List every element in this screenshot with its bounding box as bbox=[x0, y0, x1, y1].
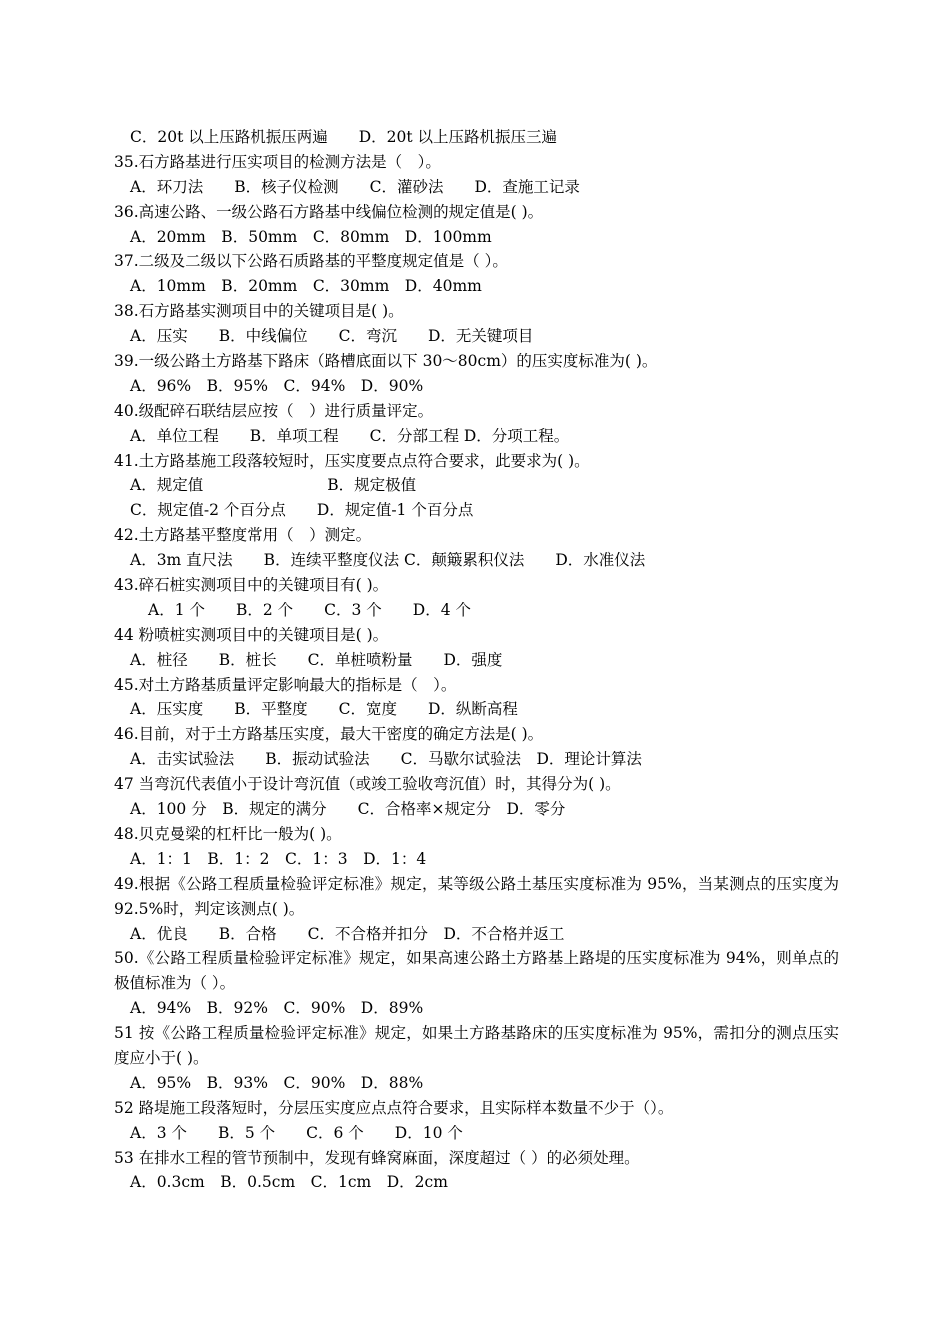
options-line: A．3m 直尺法 B．连续平整度仪法 C．颠簸累积仪法 D．水准仪法 bbox=[130, 551, 646, 570]
options-line: A．10mm B．20mm C．30mm D．40mm bbox=[130, 277, 482, 296]
question-line: 48.贝克曼梁的杠杆比一般为( )。 bbox=[114, 824, 342, 843]
options-line: A．20mm B．50mm C．80mm D．100mm bbox=[130, 227, 492, 246]
question-line: 49.根据《公路工程质量检验评定标准》规定，某等级公路土基压实度标准为 95%，当某测点的压实度为 92.5%时，判定该测点( )。 bbox=[114, 874, 839, 918]
question-line: 53 在排水工程的管节预制中，发现有蜂窝麻面，深度超过（ ）的必须处理。 bbox=[114, 1148, 640, 1167]
question-list bbox=[114, 125, 839, 1195]
options-line: A．压实 B．中线偏位 C．弯沉 D．无关键项目 bbox=[130, 327, 534, 346]
options-line: A．压实度 B．平整度 C．宽度 D．纵断高程 bbox=[130, 700, 518, 719]
options-line: A．95% B．93% C．90% D．88% bbox=[130, 1073, 424, 1092]
question-line: 38.石方路基实测项目中的关键项目是( )。 bbox=[114, 302, 404, 321]
options-line: C．规定值-2 个百分点 D．规定值-1 个百分点 bbox=[130, 501, 474, 520]
question-line: 40.级配碎石联结层应按（ ）进行质量评定。 bbox=[114, 401, 434, 420]
options-line: A．击实试验法 B．振动试验法 C．马歇尔试验法 D．理论计算法 bbox=[130, 750, 642, 769]
question-line: 50.《公路工程质量检验评定标准》规定，如果高速公路土方路基上路堤的压实度标准为 94%，则单点的极值标准为（ ）。 bbox=[114, 949, 839, 993]
options-line: A．96% B．95% C．94% D．90% bbox=[130, 376, 424, 395]
question-line: 46.目前，对于土方路基压实度，最大干密度的确定方法是( )。 bbox=[114, 725, 544, 744]
question-line: 47 当弯沉代表值小于设计弯沉值（或竣工验收弯沉值）时，其得分为( )。 bbox=[114, 775, 621, 794]
question-line: 36.高速公路、一级公路石方路基中线偏位检测的规定值是( )。 bbox=[114, 202, 544, 221]
question-line: 37.二级及二级以下公路石质路基的平整度规定值是（ ）。 bbox=[114, 252, 508, 271]
options-line: A．单位工程 B．单项工程 C．分部工程 D．分项工程。 bbox=[130, 426, 570, 445]
options-line: A．环刀法 B．核子仪检测 C．灌砂法 D．查施工记录 bbox=[130, 177, 580, 196]
question-line: 45.对土方路基质量评定影响最大的指标是（ ）。 bbox=[114, 675, 457, 694]
options-line: A．规定值 B．规定极值 bbox=[130, 476, 417, 495]
options-line: C．20t 以上压路机振压两遍 D．20t 以上压路机振压三遍 bbox=[130, 128, 558, 146]
options-line: A．1：1 B．1：2 C．1：3 D．1：4 bbox=[130, 849, 427, 868]
question-line: 43.碎石桩实测项目中的关键项目有( )。 bbox=[114, 576, 389, 595]
question-line: 35.石方路基进行压实项目的检测方法是（ ）。 bbox=[114, 152, 441, 171]
options-line: A．0.3cm B．0.5cm C．1cm D．2cm bbox=[130, 1173, 448, 1192]
question-line: 52 路堤施工段落短时，分层压实度应点点符合要求，且实际样本数量不少于（）。 bbox=[114, 1098, 674, 1117]
question-line: 44 粉喷桩实测项目中的关键项目是( )。 bbox=[114, 625, 389, 644]
question-line: 41.土方路基施工段落较短时，压实度要点点符合要求，此要求为( )。 bbox=[114, 451, 590, 470]
question-line: 51 按《公路工程质量检验评定标准》规定，如果土方路基路床的压实度标准为 95%，需扣分的测点压实度应小于( )。 bbox=[114, 1024, 839, 1067]
options-line: A．3 个 B．5 个 C．6 个 D．10 个 bbox=[130, 1123, 463, 1142]
options-line: A．100 分 B．规定的满分 C．合格率×规定分 D．零分 bbox=[130, 800, 566, 819]
options-line: A．优良 B．合格 C．不合格并扣分 D．不合格并返工 bbox=[130, 924, 565, 943]
options-line: A．桩径 B．桩长 C．单桩喷粉量 D．强度 bbox=[130, 650, 503, 669]
question-line: 39.一级公路土方路基下路床（路槽底面以下 30～80cm）的压实度标准为( )。 bbox=[114, 352, 658, 371]
options-line: A．1 个 B．2 个 C．3 个 D．4 个 bbox=[148, 600, 472, 619]
options-line: A．94% B．92% C．90% D．89% bbox=[130, 999, 424, 1018]
question-line: 42.土方路基平整度常用（ ）测定。 bbox=[114, 526, 372, 545]
